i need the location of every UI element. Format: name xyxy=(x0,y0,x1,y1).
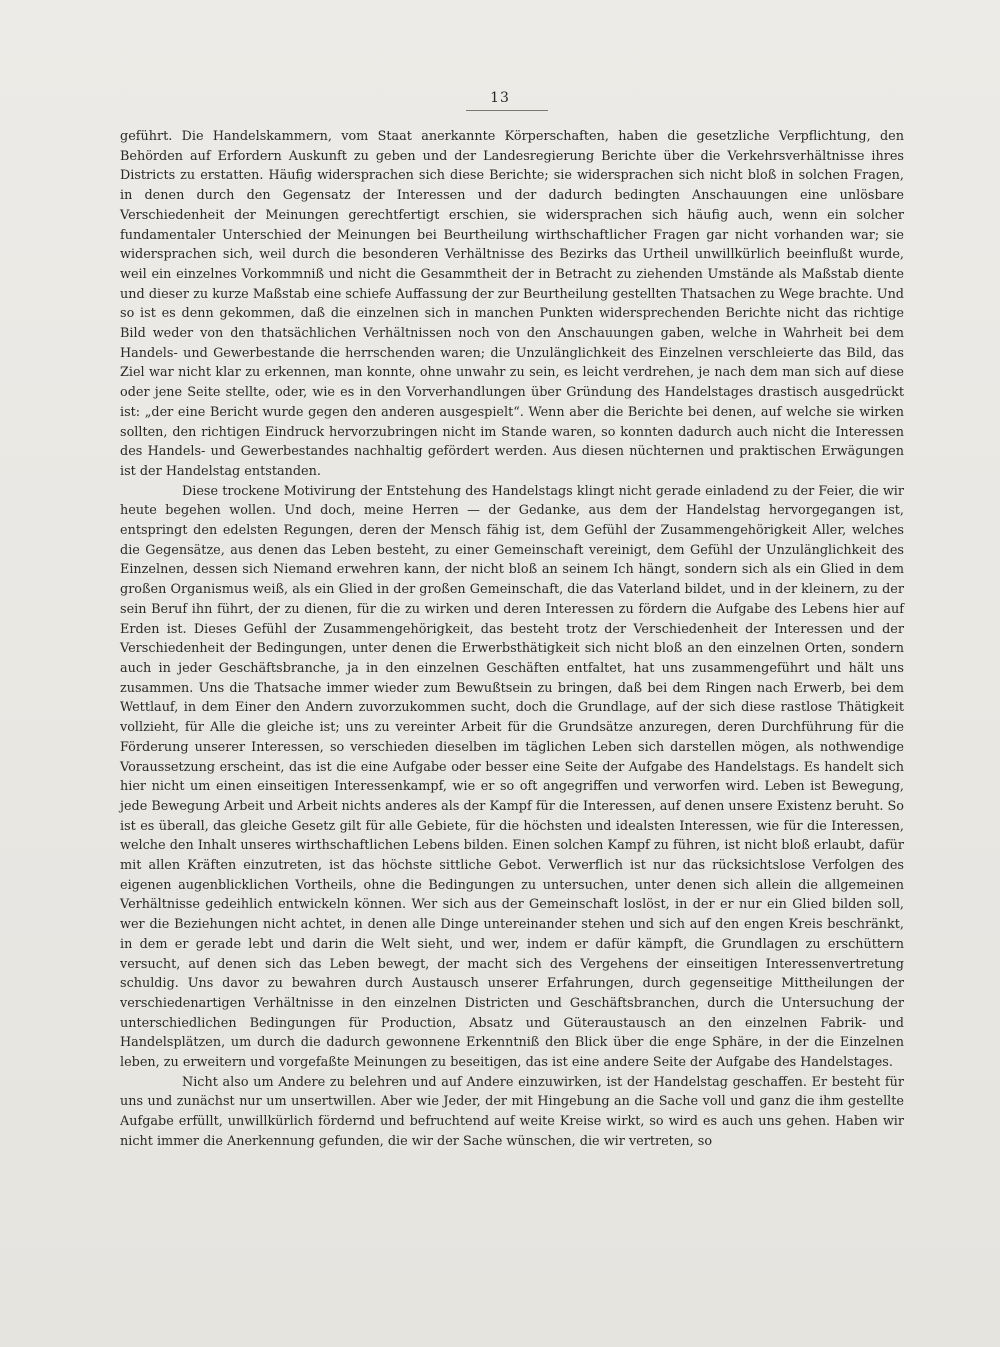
paragraph-3: Nicht also um Andere zu belehren und auf Andere einzuwirken, ist der Handelstag geschaffen. Er besteht für uns und zunächst nur um unsertwillen. Aber wie Jeder, der mit Hingebung an die Sache voll und ganz die ihm gestellte Aufgabe erfüllt, unwillkürlich fördernd und befruchtend auf weite Kreise wirkt, so wird es auch uns gehen. Haben wir nicht immer die Anerkennung gefunden, die wir der Sache wünschen, die wir vertreten, so xyxy=(120,1074,904,1149)
paragraph-1: geführt. Die Handelskammern, vom Staat anerkannte Körperschaften, haben die gesetzliche Verpflichtung, den Behörden auf Erfordern Auskunft zu geben und der Landesregierung Berichte über die Verkehrsverhältnisse ihres Districts zu erstatten. Häufig widersprachen sich diese Berichte; sie widersprachen sich nicht bloß in solchen Fragen, in denen durch den Gegensatz der Interessen und der dadurch bedingten Anschauungen eine unlösbare Verschiedenheit der Meinungen gerechtfertigt erschien, sie widersprachen sich häufig auch, wenn ein solcher fundamentaler Unterschied der Meinungen bei Beurtheilung wirthschaftlicher Fragen gar nicht vorhanden war; sie widersprachen sich, weil durch die besonderen Verhältnisse des Bezirks das Urtheil unwillkürlich beeinflußt wurde, weil ein einzelnes Vorkommniß und nicht die Gesammtheit der in Betracht zu ziehenden Umstände als Maßstab diente und dieser zu kurze Maßstab eine schiefe Auffassung der zur Beurtheilung gestellten Thatsachen zu Wege brachte. Und so ist es denn gekommen, daß die einzelnen sich in manchen Punkten widersprechenden Berichte nicht das richtige Bild weder von den thatsächlichen Verhältnissen noch von den Anschauungen gaben, welche in Wahrheit bei dem Handels- und Gewerbestande die herrschenden waren; die Unzulänglichkeit des Einzelnen verschleierte das Bild, das Ziel war nicht klar zu erkennen, man konnte, ohne unwahr zu sein, es leicht verdrehen, je nach dem man sich auf diese oder jene Seite stellte, oder, wie es in den Vorverhandlungen über Gründung des Handelstages drastisch ausgedrückt ist: „der eine Bericht wurde gegen den anderen ausgespielt“. Wenn aber die Berichte bei denen, auf welche sie wirken sollten, den richtigen Eindruck hervorzubringen nicht im Stande waren, so konnten dadurch auch nicht die Interessen des Handels- und Gewerbestandes nachhaltig gefördert werden. Aus diesen nüchternen und praktischen Erwägungen ist der Handelstag entstanden. xyxy=(120,129,904,479)
page-number: 13 xyxy=(490,90,510,106)
paragraph-2: Diese trockene Motivirung der Entstehung des Handelstags klingt nicht gerade einladend zu der Feier, die wir heute begehen wollen. Und doch, meine Herren — der Gedanke, aus dem der Handelstag hervorgegangen ist, entspringt den edelsten Regungen, deren der Mensch fähig ist, dem Gefühl der Zusammengehörigkeit Aller, welches die Gegensätze, aus denen das Leben besteht, zu einer Gemeinschaft vereinigt, dem Gefühl der Unzulänglichkeit des Einzelnen, dessen sich Niemand erwehren kann, der nicht bloß an seinem Ich hängt, sondern sich als ein Glied in dem großen Organismus weiß, als ein Glied in der großen Gemeinschaft, die das Vaterland bildet, und in der kleinern, zu der sein Beruf ihn führt, der zu dienen, für die zu wirken und deren Interessen zu fördern die Aufgabe des Lebens hier auf Erden ist. Dieses Gefühl der Zusammengehörigkeit, das besteht trotz der Verschiedenheit der Interessen und der Verschiedenheit der Bedingungen, unter denen die Erwerbsthätigkeit sich nicht bloß an den einzelnen Orten, sondern auch in jeder Geschäftsbranche, ja in den einzelnen Geschäften entfaltet, hat uns zusammengeführt und hält uns zusammen. Uns die Thatsache immer wieder zum Bewußtsein zu bringen, daß bei dem Ringen nach Erwerb, bei dem Wettlauf, in dem Einer den Andern zuvorzukommen sucht, doch die Grundlage, auf der sich diese rastlose Thätigkeit vollzieht, für Alle die gleiche ist; uns zu vereinter Arbeit für die Grundsätze anzuregen, deren Durchführung für die Förderung unserer Interessen, so verschieden dieselben im täglichen Leben sich darstellen mögen, als nothwendige Voraussetzung erscheint, das ist die eine Aufgabe oder besser eine Seite der Aufgabe des Handelstags. Es handelt sich hier nicht um einen einseitigen Interessenkampf, wie er so oft angegriffen und verworfen wird. Leben ist Bewegung, jede Bewegung Arbeit und Arbeit nichts anderes als der Kampf für die Interessen, auf denen unsere Existenz beruht. So ist es überall, das gleiche Gesetz gilt für alle Gebiete, für die höchsten und idealsten Interessen, wie für die Interessen, welche den Inhalt unseres wirthschaftlichen Lebens bilden. Einen solchen Kampf zu führen, ist nicht bloß erlaubt, dafür mit allen Kräften einzutreten, ist das höchste sittliche Gebot. Verwerflich ist nur das rücksichtslose Verfolgen des eigenen augenblicklichen Vortheils, ohne die Bedingungen zu untersuchen, unter denen sich allein die allgemeinen Verhältnisse gedeihlich entwickeln können. Wer sich aus der Gemeinschaft loslöst, in der er nur ein Glied bilden soll, wer die Beziehungen nicht achtet, in denen alle Dinge untereinander stehen und sich auf den engen Kreis beschränkt, in dem er gerade lebt und darin die Welt sieht, und wer, indem er dafür kämpft, die Grundlagen zu erschüttern versucht, auf denen sich das Leben bewegt, der macht sich des Vergehens der einseitigen Interessenvertretung schuldig. Uns davor zu bewahren durch Austausch unserer Erfahrungen, durch gegenseitige Mittheilungen der verschiedenartigen Verhältnisse in den einzelnen Districten und Geschäftsbranchen, durch die Untersuchung der unterschiedlichen Bedingungen für Production, Absatz und Güteraustausch an den einzelnen Fabrik- und Handelsplätzen, um durch die dadurch gewonnene Erkenntniß den Blick über die enge Sphäre, in der die Einzelnen leben, zu erweitern und vorgefaßte Meinungen zu beseitigen, das ist eine andere Seite der Aufgabe des Handelstages. xyxy=(120,483,904,1071)
body-text xyxy=(120,127,904,1152)
header-rule xyxy=(466,110,548,111)
